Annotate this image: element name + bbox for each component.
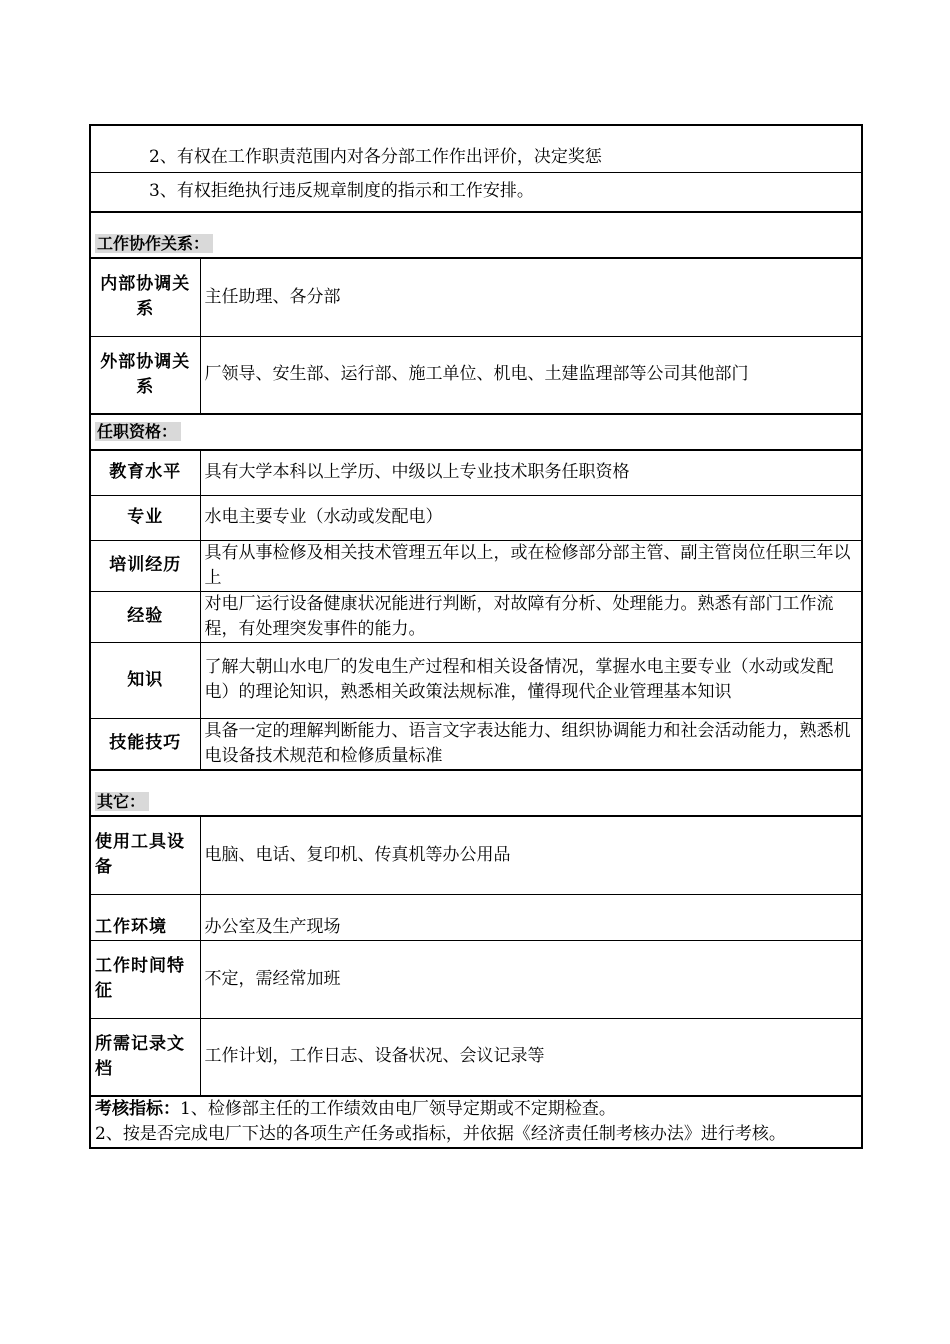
authority-row (90, 172, 862, 212)
row-value-training: 具有从事检修及相关技术管理五年以上，或在检修部分部主管、副主管岗位任职三年以上 (200, 540, 862, 591)
assessment-cell (90, 1096, 862, 1148)
authority-item-2: 2、有权在工作职责范围内对各分部工作作出评价，决定奖惩 (90, 125, 862, 172)
section-heading-cooperation: 工作协作关系： (95, 234, 213, 253)
table-row (90, 894, 862, 940)
authority-row (90, 125, 862, 172)
section-heading-qualification: 任职资格： (95, 422, 181, 441)
row-label-training: 培训经历 (90, 540, 200, 591)
table-row (90, 336, 862, 414)
table-row (90, 258, 862, 336)
section-qualification (90, 414, 862, 450)
row-label-work-hours: 工作时间特征 (90, 940, 200, 1018)
table-row (90, 495, 862, 540)
assessment-line-2: 2、按是否完成电厂下达的各项生产任务或指标，并依据《经济责任制考核办法》进行考核。 (95, 1124, 786, 1144)
table-row (90, 940, 862, 1018)
job-description-document (89, 124, 861, 1149)
table-row (90, 816, 862, 894)
row-label-tools: 使用工具设备 (90, 816, 200, 894)
table-row (90, 642, 862, 718)
table-row (90, 718, 862, 770)
row-label-skills: 技能技巧 (90, 718, 200, 770)
section-heading-other: 其它： (95, 792, 149, 811)
row-label-environment: 工作环境 (90, 894, 200, 940)
row-label-knowledge: 知识 (90, 642, 200, 718)
row-value-major: 水电主要专业（水动或发配电） (200, 495, 862, 540)
row-label-experience: 经验 (90, 591, 200, 642)
row-value-skills: 具备一定的理解判断能力、语言文字表达能力、组织协调能力和社会活动能力，熟悉机电设备技术规范和检修质量标准 (200, 718, 862, 770)
row-value-external: 厂领导、安生部、运行部、施工单位、机电、土建监理部等公司其他部门 (200, 336, 862, 414)
assessment-label: 考核指标： (95, 1099, 180, 1119)
table-row (90, 1018, 862, 1096)
row-value-work-hours: 不定，需经常加班 (200, 940, 862, 1018)
row-value-environment: 办公室及生产现场 (200, 894, 862, 940)
section-cooperation (90, 212, 862, 258)
section-other (90, 770, 862, 816)
row-label-records: 所需记录文档 (90, 1018, 200, 1096)
row-value-internal: 主任助理、各分部 (200, 258, 862, 336)
row-value-knowledge: 了解大朝山水电厂的发电生产过程和相关设备情况，掌握水电主要专业（水动或发配电）的理论知识，熟悉相关政策法规标准，懂得现代企业管理基本知识 (200, 642, 862, 718)
row-label-education: 教育水平 (90, 450, 200, 495)
row-value-records: 工作计划，工作日志、设备状况、会议记录等 (200, 1018, 862, 1096)
table-row (90, 591, 862, 642)
row-label-external: 外部协调关系 (90, 336, 200, 414)
assessment-line-1: 1、检修部主任的工作绩效由电厂领导定期或不定期检查。 (180, 1099, 616, 1119)
authority-item-3: 3、有权拒绝执行违反规章制度的指示和工作安排。 (90, 172, 862, 212)
job-description-table (89, 124, 863, 1149)
row-value-education: 具有大学本科以上学历、中级以上专业技术职务任职资格 (200, 450, 862, 495)
row-value-experience: 对电厂运行设备健康状况能进行判断，对故障有分析、处理能力。熟悉有部门工作流程，有处理突发事件的能力。 (200, 591, 862, 642)
table-row (90, 540, 862, 591)
row-value-tools: 电脑、电话、复印机、传真机等办公用品 (200, 816, 862, 894)
row-label-major: 专业 (90, 495, 200, 540)
table-row (90, 450, 862, 495)
assessment-row (90, 1096, 862, 1148)
row-label-internal: 内部协调关系 (90, 258, 200, 336)
